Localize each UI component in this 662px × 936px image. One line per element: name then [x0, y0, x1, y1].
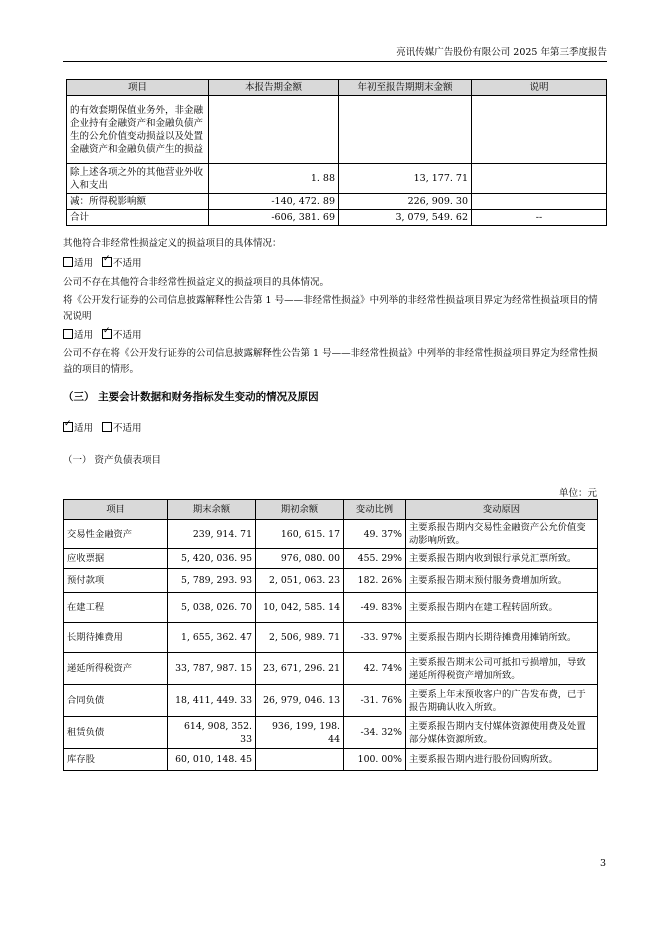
end-balance: 614, 908, 352. 33 [168, 717, 256, 749]
column-header: 期末余额 [168, 500, 256, 520]
checkbox-applicable[interactable] [63, 329, 73, 339]
row-item: 库存股 [64, 749, 168, 771]
checkbox-label: 适用 [74, 330, 94, 341]
checkbox-label: 不适用 [113, 423, 142, 434]
ytd-amount [339, 96, 472, 164]
column-header: 期初余额 [256, 500, 344, 520]
checkbox-label: 不适用 [113, 330, 142, 341]
row-item: 应收票据 [64, 549, 168, 569]
checkbox-applicable[interactable] [63, 257, 73, 267]
row-item: 的有效套期保值业务外，非金融企业持有金融资产和金融负债产生的公允价值变动损益以及处置金融资产和金融负债产生的损益 [67, 96, 209, 164]
checkbox-not-applicable[interactable] [102, 329, 112, 339]
table-header-row [67, 80, 607, 96]
row-item: 递延所得税资产 [64, 653, 168, 685]
column-header: 本报告期金额 [209, 80, 339, 96]
table-row [64, 520, 598, 549]
change-ratio: 42. 74% [344, 653, 406, 685]
paragraph: 其他符合非经常性损益定义的损益项目的具体情况： [63, 238, 282, 249]
change-ratio: 100. 00% [344, 749, 406, 771]
begin-balance: 26, 979, 046. 13 [256, 685, 344, 717]
column-header: 项目 [64, 500, 168, 520]
current-amount: -140, 472. 89 [209, 194, 339, 210]
change-ratio: -49. 83% [344, 593, 406, 623]
begin-balance: 936, 199, 198. 44 [256, 717, 344, 749]
table-row [64, 549, 598, 569]
section-heading: （三） 主要会计数据和财务指标发生变动的情况及原因 [63, 391, 319, 403]
table-row [64, 749, 598, 771]
balance-sheet-table [63, 499, 598, 771]
begin-balance: 2, 051, 063. 23 [256, 569, 344, 593]
checkbox-label: 适用 [74, 423, 94, 434]
note [472, 194, 607, 210]
change-reason: 主要系报告期内进行股份回购所致。 [406, 749, 598, 771]
begin-balance: 160, 615. 17 [256, 520, 344, 549]
row-item: 租赁负债 [64, 717, 168, 749]
end-balance: 1, 655, 362. 47 [168, 623, 256, 653]
change-reason: 主要系报告期内交易性金融资产公允价值变动影响所致。 [406, 520, 598, 549]
ytd-amount: 3, 079, 549. 62 [339, 210, 472, 226]
row-item: 除上述各项之外的其他营业外收入和支出 [67, 164, 209, 194]
paragraph: 公司不存在其他符合非经常性损益定义的损益项目的具体情况。 [63, 277, 330, 288]
checkbox-group [63, 255, 142, 269]
ytd-amount: 226, 909. 30 [339, 194, 472, 210]
column-header: 年初至报告期期末金额 [339, 80, 472, 96]
subsection-heading: （一） 资产负债表项目 [63, 455, 162, 466]
checkbox-applicable[interactable] [63, 422, 73, 432]
non-recurring-table [66, 79, 607, 226]
column-header: 变动比例 [344, 500, 406, 520]
change-reason: 主要系报告期内支付媒体资源使用费及处置部分媒体资源所致。 [406, 717, 598, 749]
current-amount: -606, 381. 69 [209, 210, 339, 226]
table-row [67, 96, 607, 164]
paragraph: 公司不存在将《公开发行证券的公司信息披露解释性公告第 1 号——非经常性损益》中列举的非经常性损益项目界定为经常性损益的项目的情形。 [63, 348, 598, 375]
table-row [64, 653, 598, 685]
current-amount [209, 96, 339, 164]
end-balance: 5, 789, 293. 93 [168, 569, 256, 593]
row-item: 合同负债 [64, 685, 168, 717]
end-balance: 60, 010, 148. 45 [168, 749, 256, 771]
checkbox-label: 不适用 [113, 258, 142, 269]
table-row [64, 569, 598, 593]
begin-balance: 23, 671, 296. 21 [256, 653, 344, 685]
checkbox-not-applicable[interactable] [102, 257, 112, 267]
table-row [67, 194, 607, 210]
column-header: 说明 [472, 80, 607, 96]
end-balance: 5, 420, 036. 95 [168, 549, 256, 569]
table-row [64, 685, 598, 717]
table-row [64, 717, 598, 749]
note: -- [472, 210, 607, 226]
change-reason: 主要系报告期内收到银行承兑汇票所致。 [406, 549, 598, 569]
table-row [67, 164, 607, 194]
change-reason: 主要系上年末预收客户的广告发布费，已于报告期确认收入所致。 [406, 685, 598, 717]
change-ratio: -31. 76% [344, 685, 406, 717]
checkbox-group [63, 420, 142, 434]
checkbox-not-applicable[interactable] [102, 422, 112, 432]
page-number: 3 [599, 858, 606, 869]
change-reason: 主要系报告期末公司可抵扣亏损增加，导致递延所得税资产增加所致。 [406, 653, 598, 685]
end-balance: 5, 038, 026. 70 [168, 593, 256, 623]
checkbox-label: 适用 [74, 258, 94, 269]
begin-balance [256, 749, 344, 771]
current-amount: 1. 88 [209, 164, 339, 194]
note [472, 164, 607, 194]
change-ratio: 455. 29% [344, 549, 406, 569]
change-reason: 主要系报告期内长期待摊费用摊销所致。 [406, 623, 598, 653]
unit-label: 单位：元 [558, 488, 597, 499]
ytd-amount: 13, 177. 71 [339, 164, 472, 194]
paragraph: 将《公开发行证券的公司信息披露解释性公告第 1 号——非经常性损益》中列举的非经常性损益项目界定为经常性损益项目的情况说明 [63, 295, 598, 322]
change-reason: 主要系报告期末预付服务费增加所致。 [406, 569, 598, 593]
row-item: 减：所得税影响额 [67, 194, 209, 210]
row-item: 在建工程 [64, 593, 168, 623]
row-item: 长期待摊费用 [64, 623, 168, 653]
end-balance: 33, 787, 987. 15 [168, 653, 256, 685]
checkbox-group [63, 327, 142, 341]
end-balance: 239, 914. 71 [168, 520, 256, 549]
table-row [64, 593, 598, 623]
table-row [64, 623, 598, 653]
header-divider [63, 61, 607, 62]
begin-balance: 10, 042, 585. 14 [256, 593, 344, 623]
note [472, 96, 607, 164]
table-row [67, 210, 607, 226]
row-item: 预付款项 [64, 569, 168, 593]
begin-balance: 2, 506, 989. 71 [256, 623, 344, 653]
end-balance: 18, 411, 449. 33 [168, 685, 256, 717]
column-header: 变动原因 [406, 500, 598, 520]
row-item: 合计 [67, 210, 209, 226]
change-ratio: 49. 37% [344, 520, 406, 549]
change-reason: 主要系报告期内在建工程转固所致。 [406, 593, 598, 623]
change-ratio: -33. 97% [344, 623, 406, 653]
table-header-row [64, 500, 598, 520]
page-header: 亮讯传媒广告股份有限公司 2025 年第三季度报告 [396, 47, 607, 58]
row-item: 交易性金融资产 [64, 520, 168, 549]
begin-balance: 976, 080. 00 [256, 549, 344, 569]
change-ratio: 182. 26% [344, 569, 406, 593]
change-ratio: -34. 32% [344, 717, 406, 749]
column-header: 项目 [67, 80, 209, 96]
